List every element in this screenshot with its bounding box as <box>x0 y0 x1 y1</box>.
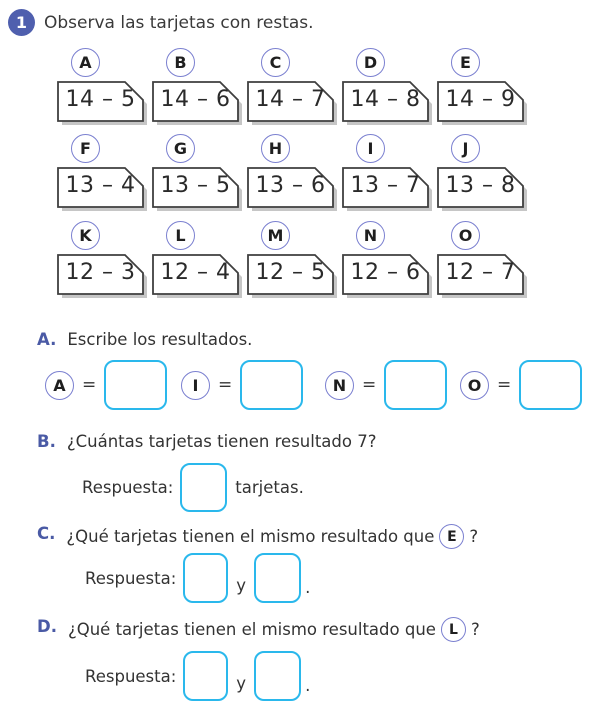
section-a-label: A. <box>37 330 57 349</box>
section-c-label: C. <box>37 524 56 543</box>
card-shape <box>437 167 528 212</box>
section-d-answer-line <box>85 651 310 701</box>
answer-box-A[interactable] <box>104 360 167 410</box>
ref-letter-circle-E <box>439 524 464 549</box>
card-letter-badge <box>356 48 385 77</box>
equals-sign: = <box>497 375 512 395</box>
card-letter-badge <box>261 134 290 163</box>
card-letter-badge <box>451 221 480 250</box>
equals-sign: = <box>82 375 97 395</box>
card-letter: B <box>174 53 187 72</box>
card-letter-badge <box>356 221 385 250</box>
answer-box-O[interactable] <box>519 360 582 410</box>
respuesta-label: Respuesta: <box>85 666 177 686</box>
card-shape <box>342 167 433 212</box>
card-letter: N <box>363 226 378 245</box>
card-shape <box>437 254 528 299</box>
card-expression: 13 – 5 <box>160 173 231 198</box>
ref-letter-circle <box>45 371 74 400</box>
card-H <box>247 134 338 212</box>
card-A <box>57 48 148 126</box>
card-D <box>342 48 433 126</box>
card-letter-badge <box>166 134 195 163</box>
card-expression: 12 – 4 <box>160 260 231 285</box>
card-expression: 13 – 4 <box>65 173 136 198</box>
card-N <box>342 221 433 299</box>
card-expression: 13 – 6 <box>255 173 326 198</box>
answer-item-N <box>325 360 447 410</box>
answer-box-c2[interactable] <box>254 553 301 603</box>
prompt-text: ¿Qué tarjetas tienen el mismo resultado que <box>66 527 435 546</box>
sentence-period: . <box>305 578 311 597</box>
card-J <box>437 134 528 212</box>
card-shape <box>247 167 338 212</box>
conjunction: y <box>236 674 247 693</box>
card-B <box>152 48 243 126</box>
answer-item-O <box>460 360 582 410</box>
equals-sign: = <box>218 375 233 395</box>
card-expression: 12 – 5 <box>255 260 326 285</box>
prompt-question-mark: ? <box>470 620 480 639</box>
card-expression: 14 – 6 <box>160 87 231 112</box>
section-c-answer-line <box>85 553 310 603</box>
card-letter: K <box>79 226 92 245</box>
card-shape <box>57 254 148 299</box>
card-F <box>57 134 148 212</box>
answer-item-A <box>45 360 167 410</box>
card-letter-badge <box>71 134 100 163</box>
card-letter-badge <box>166 221 195 250</box>
card-expression: 14 – 8 <box>350 87 421 112</box>
ref-letter-circle-L <box>441 617 466 642</box>
ref-letter: E <box>447 528 457 545</box>
card-shape <box>152 167 243 212</box>
card-L <box>152 221 243 299</box>
section-b-header <box>37 432 376 451</box>
answer-box-I[interactable] <box>240 360 303 410</box>
card-expression: 14 – 7 <box>255 87 326 112</box>
ref-letter: N <box>332 375 347 395</box>
ref-letter-circle <box>181 371 210 400</box>
card-expression: 13 – 7 <box>350 173 421 198</box>
answer-box-b[interactable] <box>180 463 227 512</box>
ref-letter: O <box>467 375 482 395</box>
ref-letter-circle <box>460 371 489 400</box>
section-c-prompt <box>66 524 478 549</box>
card-letter: L <box>175 226 186 245</box>
card-shape <box>437 81 528 126</box>
card-letter: O <box>458 226 473 245</box>
conjunction: y <box>236 576 247 595</box>
card-expression: 13 – 8 <box>445 173 516 198</box>
card-letter-badge <box>71 48 100 77</box>
card-shape <box>342 254 433 299</box>
card-letter-badge <box>451 134 480 163</box>
section-b-prompt: ¿Cuántas tarjetas tienen resultado 7? <box>66 432 377 451</box>
card-letter: C <box>269 53 282 72</box>
ref-letter: A <box>53 375 66 395</box>
card-letter: M <box>267 226 284 245</box>
respuesta-label: Respuesta: <box>82 478 174 497</box>
section-d-header <box>37 617 480 642</box>
answer-box-d2[interactable] <box>254 651 301 701</box>
card-expression: 12 – 6 <box>350 260 421 285</box>
card-C <box>247 48 338 126</box>
prompt-question-mark: ? <box>469 527 479 546</box>
card-letter-badge <box>166 48 195 77</box>
card-K <box>57 221 148 299</box>
answer-item-I <box>181 360 303 410</box>
card-G <box>152 134 243 212</box>
card-letter-badge <box>356 134 385 163</box>
card-letter: A <box>79 53 92 72</box>
card-expression: 12 – 7 <box>445 260 516 285</box>
card-letter: D <box>363 53 378 72</box>
card-I <box>342 134 433 212</box>
exercise-title: Observa las tarjetas con restas. <box>44 13 314 33</box>
card-letter: G <box>173 139 188 158</box>
prompt-text: ¿Qué tarjetas tienen el mismo resultado que <box>67 620 436 639</box>
equals-sign: = <box>362 375 377 395</box>
card-letter: H <box>268 139 283 158</box>
card-letter: I <box>367 139 374 158</box>
answer-box-c1[interactable] <box>183 553 228 603</box>
sentence-period: . <box>305 676 311 695</box>
card-shape <box>342 81 433 126</box>
ref-letter: I <box>192 375 199 395</box>
card-shape <box>247 254 338 299</box>
answer-box-N[interactable] <box>384 360 447 410</box>
card-letter-badge <box>261 221 290 250</box>
section-a-prompt: Escribe los resultados. <box>67 330 253 349</box>
section-c-header <box>37 524 478 549</box>
card-letter-badge <box>451 48 480 77</box>
card-M <box>247 221 338 299</box>
ref-letter-circle <box>325 371 354 400</box>
section-b-label: B. <box>37 432 56 451</box>
section-a-header <box>37 330 252 349</box>
answer-suffix: tarjetas. <box>235 478 304 497</box>
card-E <box>437 48 528 126</box>
card-shape <box>57 167 148 212</box>
section-b-answer-line <box>82 463 304 512</box>
card-O <box>437 221 528 299</box>
card-letter: J <box>462 139 469 158</box>
card-letter: E <box>460 53 471 72</box>
card-shape <box>247 81 338 126</box>
card-expression: 14 – 9 <box>445 87 516 112</box>
card-shape <box>152 254 243 299</box>
section-d-label: D. <box>37 617 57 636</box>
respuesta-label: Respuesta: <box>85 568 177 588</box>
card-letter: F <box>80 139 91 158</box>
card-expression: 12 – 3 <box>65 260 136 285</box>
card-shape <box>152 81 243 126</box>
card-shape <box>57 81 148 126</box>
answer-box-d1[interactable] <box>183 651 228 701</box>
exercise-number-badge: 1 <box>8 9 35 36</box>
section-d-prompt <box>68 617 480 642</box>
card-expression: 14 – 5 <box>65 87 136 112</box>
ref-letter: L <box>448 621 458 638</box>
card-letter-badge <box>261 48 290 77</box>
card-letter-badge <box>71 221 100 250</box>
